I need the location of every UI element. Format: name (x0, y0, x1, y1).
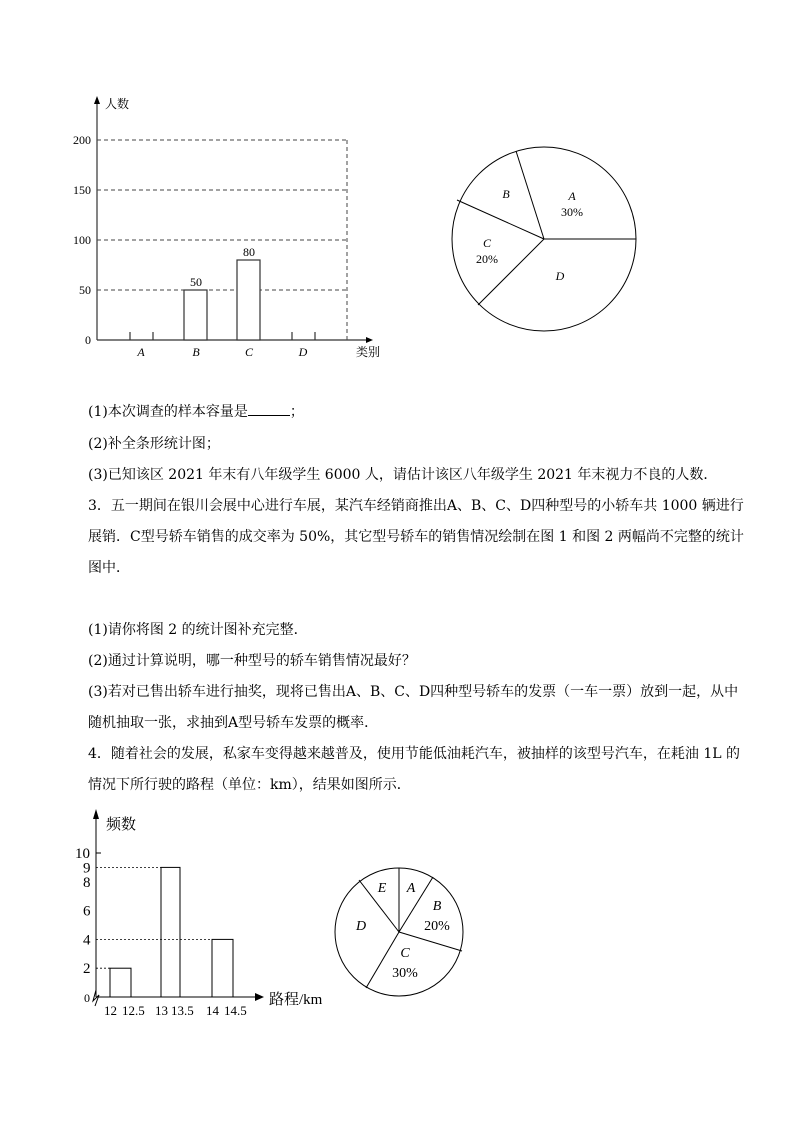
question-3-part-1: (1)请你将图 2 的统计图补充完整． (88, 622, 308, 638)
slice-label-A: A (568, 189, 576, 203)
y-axis-label: 频数 (106, 817, 137, 833)
x-tick-label: D (298, 345, 308, 359)
x-tick-label: 12.5 (122, 1003, 145, 1018)
slice-label-E: E (377, 881, 387, 896)
question-3-part-2: (2)通过计算说明，哪一种型号的轿车销售情况最好？ (88, 653, 416, 669)
y-tick-label: 150 (73, 183, 91, 197)
question-3-line-1: 3．五一期间在银川会展中心进行车展，某汽车经销商推出A、B、C、D四种型号的小轿车共 1000 辆进行 (88, 498, 744, 514)
y-tick-label: 0 (85, 333, 91, 347)
x-tick-label: 13.5 (171, 1003, 194, 1018)
question-4-line-1: 4．随着社会的发展，私家车变得越来越普及，使用节能低油耗汽车，被抽样的该型号汽车，在耗油 1L 的 (88, 746, 741, 762)
y-tick-label: 9 (83, 860, 91, 877)
x-tick-label: 12 (104, 1003, 117, 1018)
x-axis-label: 路程/km (269, 992, 323, 1008)
slice-label-D: D (355, 919, 367, 934)
x-tick-label: A (137, 345, 145, 359)
slice-label-C: C (482, 236, 492, 250)
question-2-part-2: (2)补全条形统计图； (88, 436, 220, 452)
question-3-part-3-line-2: 随机抽取一张，求抽到A型号轿车发票的概率． (88, 715, 379, 731)
slice-label-B: B (432, 899, 442, 914)
slice-percent-B: 20% (424, 919, 450, 934)
x-tick-label: B (192, 345, 200, 359)
slice-percent-A: 30% (561, 205, 583, 219)
y-tick-label: 6 (83, 903, 91, 920)
data-label: 80 (243, 245, 255, 259)
slice-label-C: C (400, 946, 410, 961)
question-2-part-3: (3)已知该区 2021 年末有八年级学生 6000 人，请估计该区八年级学生 2021 年末视力不良的人数． (88, 467, 718, 483)
slice-label-B: B (502, 187, 510, 201)
x-tick-label: 14 (206, 1003, 219, 1018)
histogram-bar (161, 867, 180, 997)
x-axis-arrow (366, 337, 373, 343)
y-axis-arrow (93, 809, 99, 819)
question-2-part-1 (88, 403, 304, 421)
q2-1-text: (1)本次调查的样本容量是 (88, 404, 248, 420)
y-tick-label: 2 (83, 961, 91, 978)
y-tick-label: 50 (79, 283, 91, 297)
slice-label-A: A (406, 881, 416, 896)
x-tick-label: 13 (155, 1003, 168, 1018)
x-axis-label: 类别 (356, 345, 381, 359)
x-axis-arrow (255, 993, 264, 1001)
question-4-line-2: 情况下所行驶的路程（单位：km），结果如图所示． (88, 777, 411, 793)
bar-B (184, 290, 207, 340)
slice-percent-C: 20% (476, 252, 498, 266)
y-tick-label: 200 (73, 133, 91, 147)
y-tick-label: 0 (84, 991, 90, 1005)
histogram-bar (110, 968, 131, 997)
y-axis-arrow (94, 96, 100, 104)
q2-1-suffix: ； (289, 404, 304, 420)
question-3-part-3-line-1: (3)若对已售出轿车进行抽奖，现将已售出A、B、C、D四种型号轿车的发票（一车一票）放到一起，从中 (88, 684, 739, 700)
x-tick-label: 14.5 (224, 1003, 247, 1018)
y-tick-label: 100 (73, 233, 91, 247)
histogram-bar (212, 939, 233, 997)
data-label: 50 (190, 275, 202, 289)
question-3-line-3: 图中． (88, 560, 130, 576)
y-tick-label: 8 (83, 874, 91, 891)
slice-percent-C: 30% (392, 966, 418, 981)
bar-C (237, 260, 260, 340)
y-axis-label: 人数 (105, 97, 130, 111)
y-tick-label: 10 (75, 846, 90, 862)
slice-label-D: D (555, 269, 565, 283)
y-tick-label: 4 (83, 932, 91, 949)
answer-blank[interactable] (248, 403, 290, 416)
x-tick-label: C (244, 345, 254, 359)
question-3-line-2: 展销．C型号轿车销售的成交率为 50%，其它型号轿车的销售情况绘制在图 1 和图 2 两幅尚不完整的统计 (88, 529, 744, 545)
